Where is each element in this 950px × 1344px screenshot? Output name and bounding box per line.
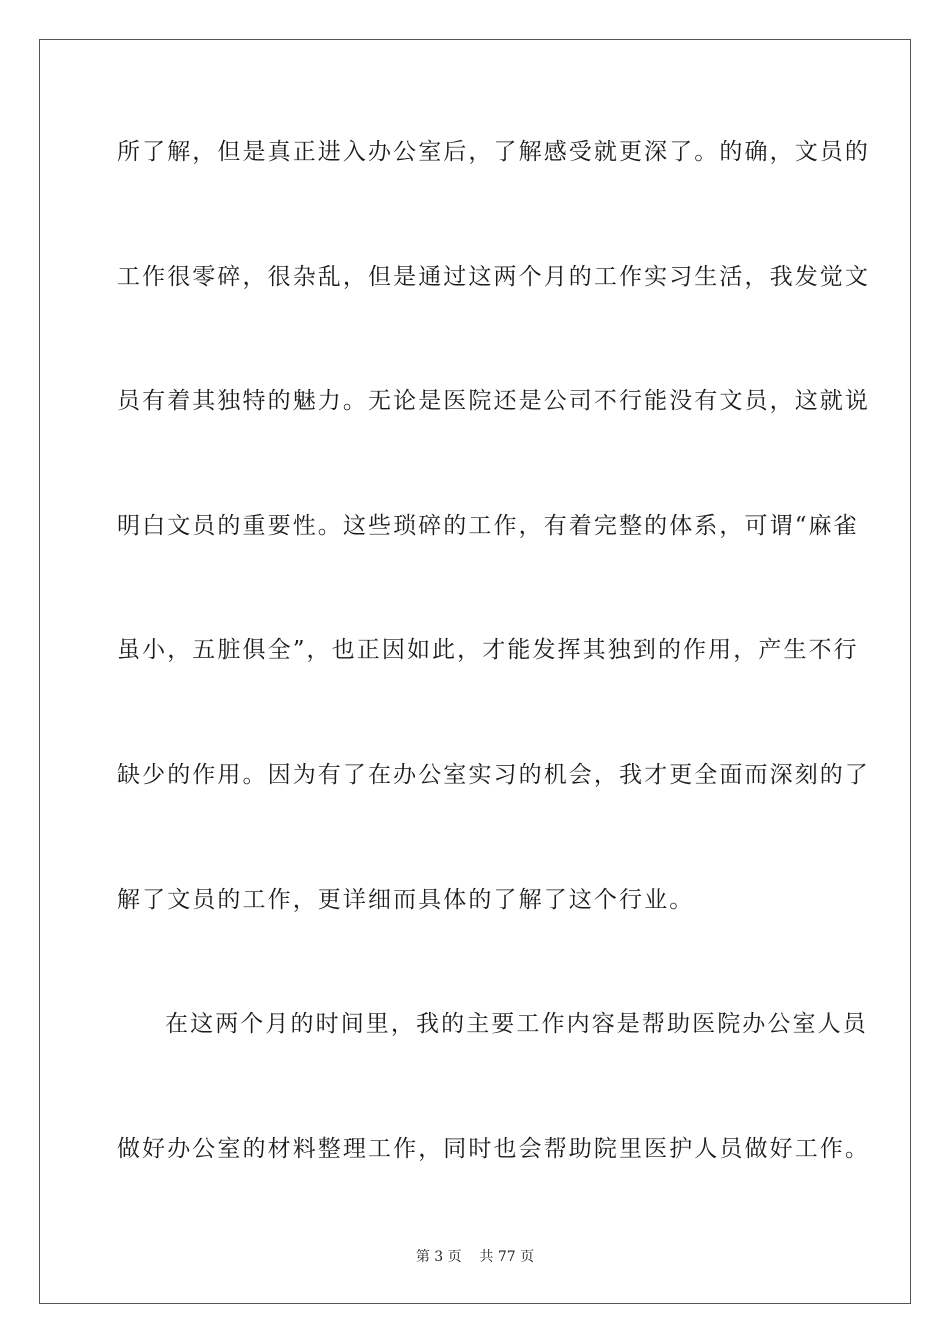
text-line: 所了解，但是真正进入办公室后，了解感受就更深了。的确，文员的: [117, 139, 870, 165]
document-body: [117, 128, 870, 1249]
page-number: 第 3 页 共 77 页: [415, 1249, 535, 1265]
text-line: 工作很零碎，很杂乱，但是通过这两个月的工作实习生活，我发觉文: [117, 263, 870, 290]
text-line: 做好办公室的材料整理工作，同时也会帮助院里医护人员做好工作。: [117, 1135, 870, 1162]
text-line: 解了文员的工作，更详细而具体的了解了这个行业。: [117, 886, 695, 913]
text-line: 虽小，五脏俱全”，也正因如此，才能发挥其独到的作用，产生不行: [117, 637, 859, 664]
text-line: 缺少的作用。因为有了在办公室实习的机会，我才更全面而深刻的了: [117, 761, 870, 788]
text-line: 员有着其独特的魅力。无论是医院还是公司不行能没有文员，这就说: [117, 388, 870, 415]
text-line: 明白文员的重要性。这些琐碎的工作，有着完整的体系，可谓“麻雀: [117, 512, 859, 539]
paragraph-first-line: 在这两个月的时间里，我的主要工作内容是帮助医院办公室人员: [165, 1011, 868, 1038]
